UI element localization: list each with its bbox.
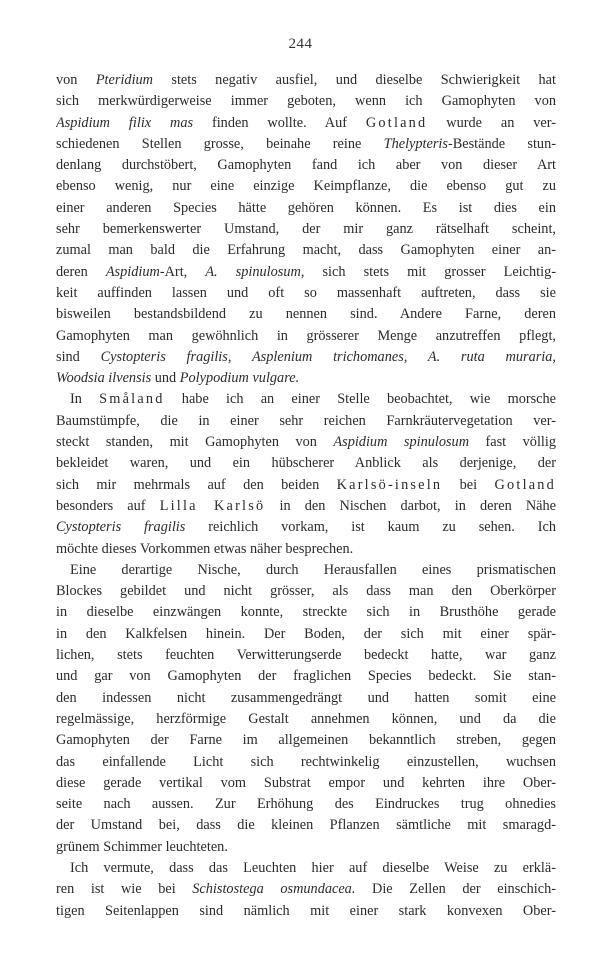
text-line [56,815,556,836]
text-line [56,709,556,730]
text-segment: sich stets mit grosser Leichtig- [304,263,556,280]
text-line [56,475,556,496]
text-segment: sehr bemerkenswerter Umstand, der mir ganz rätselhaft scheint, [56,221,556,238]
text-line [56,773,556,794]
text-line [56,262,556,283]
text-segment: Baumstümpfe, die in einer sehr reichen Farnkräutervegetation ver- [56,412,556,429]
text-segment: Die Zellen der einschich- [355,881,556,898]
text-segment: grünem Schimmer leuchteten. [56,838,228,855]
text-segment: Gamophyten der Farne im allgemeinen bekanntlich streben, gegen [56,732,556,749]
text-line [56,688,556,709]
text-segment: den indessen nicht zusammengedrängt und hatten somit eine [56,689,556,706]
text-segment: und [151,370,180,387]
text-segment: sich merkwürdigerweise immer geboten, wenn ich Gamophyten von [56,93,556,110]
text-line [56,113,556,134]
text-segment: regelmässige, herzförmige Gestalt annehmen können, und da die [56,710,556,727]
text-line [56,219,556,240]
italic-text: A. spinulosum, [205,263,305,280]
text-segment: deren [56,263,106,280]
italic-text: Polypodium vulgare. [179,370,300,387]
text-line [56,752,556,773]
text-segment: -Bestände stun- [447,135,556,152]
text-segment: Eine derartige Nische, durch Herausfallen eines prismatischen [70,561,556,578]
text-segment: zumal man bald die Erfahrung macht, dass Gamophyten einer an- [56,242,556,259]
italic-text: Pteridium [95,72,154,88]
italic-text: Aspidium [105,263,160,280]
text-line [56,240,556,261]
text-line [56,879,556,900]
text-line [56,730,556,751]
text-segment: in den Nischen darbot, in deren Nähe [265,497,556,514]
body-text [56,70,556,922]
spaced-text: Gotland [494,476,556,493]
text-line [56,539,556,560]
text-line [56,70,556,91]
text-segment: In [70,391,100,408]
text-line [56,326,556,347]
text-segment: denlang durchstöbert, Gamophyten fand ich aber von dieser Art [56,157,556,174]
text-segment: der Umstand bei, dass die kleinen Pflanzen sämtliche mit smaragd- [56,817,556,834]
text-segment: möchte dieses Vorkommen etwas näher besprechen. [56,540,354,557]
text-segment: schiedenen Stellen grosse, beinahe reine [56,135,384,152]
text-segment: ebenso wenig, nur eine einzige Keimpflanze, die ebenso gut zu [56,178,556,195]
text-segment: finden wollte. Auf [193,114,366,131]
text-segment: diese gerade vertikal vom Substrat empor und kehrten ihre Ober- [56,774,556,791]
text-segment: Ich vermute, dass das Leuchten hier auf dieselbe Weise zu erklä- [70,859,556,876]
text-line [56,453,556,474]
italic-text: Aspidium spinulosum [333,434,470,451]
text-segment: besonders auf [56,497,160,514]
spaced-text: Lilla Karlsö [159,497,266,514]
text-segment: sich mir mehrmals auf den beiden [56,476,337,493]
text-line [56,347,556,368]
text-line [56,432,556,453]
italic-text: Aspidium filix mas [56,114,194,131]
text-segment: keit auffinden lassen und oft so massenhaft auftreten, dass sie [56,284,556,301]
text-line [56,91,556,112]
text-line [56,198,556,219]
text-line [56,624,556,645]
text-segment: steckt standen, mit Gamophyten von [56,434,334,451]
text-line [56,602,556,623]
text-segment: wurde an ver- [427,114,556,131]
italic-text: Schistostega osmundacea. [192,881,356,898]
text-segment: in den Kalkfelsen hinein. Der Boden, der sich mit einer spär- [56,625,556,642]
text-segment: seite nach aussen. Zur Erhöhung des Eindruckes trug ohnedies [56,796,556,813]
text-segment: von [56,72,96,88]
text-segment: sind [56,348,101,365]
italic-text: Cystopteris fragilis [56,519,186,536]
text-line [56,858,556,879]
text-line [56,368,556,389]
text-segment: bei [442,476,495,493]
spaced-text: Karlsö-inseln [336,476,443,493]
text-line [56,411,556,432]
text-segment: und gar von Gamophyten der fraglichen Species bedeckt. Sie stan- [56,668,556,685]
text-segment: bekleidet waren, und ein hübscherer Anblick als derjenige, der [56,455,556,472]
text-line [56,581,556,602]
text-segment: tigen Seitenlappen sind nämlich mit einer stark konvexen Ober- [56,902,556,919]
text-line [56,666,556,687]
text-segment: einer anderen Species hätte gehören können. Es ist dies ein [56,199,556,216]
text-segment: stets negativ ausfiel, und dieselbe Schwierigkeit hat [153,72,556,88]
text-segment: Blockes gebildet und nicht grösser, als dass man den Oberkörper [56,583,556,600]
italic-text: Thelypteris [383,135,448,152]
text-line [56,901,556,922]
text-line [56,496,556,517]
text-line [56,645,556,666]
text-segment: Gamophyten man gewöhnlich in grösserer Menge anzutreffen pflegt, [56,327,556,344]
text-line [56,837,556,858]
text-line [56,155,556,176]
text-segment: ren ist wie bei [56,881,193,898]
text-line [56,304,556,325]
text-line [56,134,556,155]
text-line [56,176,556,197]
italic-text: Woodsia ilvensis [56,370,152,387]
text-segment: das einfallende Licht sich rechtwinkelig einzustellen, wuchsen [56,753,556,770]
text-segment: lichen, stets feuchten Verwitterungserde bedeckt hatte, war ganz [56,647,556,664]
text-line [56,517,556,538]
text-segment: fast völlig [469,434,556,451]
italic-text: Cystopteris fragilis, Asplenium trichomanes, A. ruta muraria, [100,348,556,365]
text-line [56,794,556,815]
text-segment: in dieselbe einzwängen konnte, streckte sich in Brusthöhe gerade [56,604,556,621]
text-segment: bisweilen bestandsbildend zu nennen sind. Andere Farne, deren [56,306,556,323]
text-line [56,560,556,581]
text-line [56,283,556,304]
text-segment: reichlich vorkam, ist kaum zu sehen. Ich [185,519,556,536]
spaced-text: Småland [99,391,165,408]
text-line [56,389,556,410]
spaced-text: Gotland [365,114,428,131]
page-number: 244 [288,36,313,52]
text-segment: -Art, [159,263,206,280]
text-segment: habe ich an einer Stelle beobachtet, wie morsche [164,391,556,408]
